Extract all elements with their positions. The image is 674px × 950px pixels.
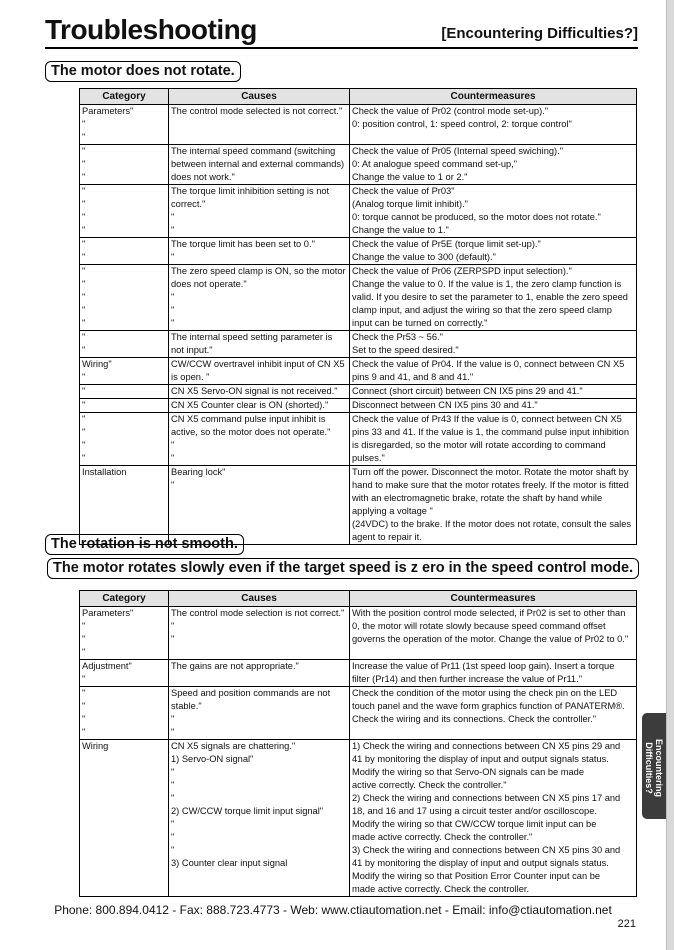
cell-category: " " " " ": [80, 265, 169, 331]
table-header-row: [80, 89, 637, 105]
page-title: Troubleshooting: [45, 14, 257, 45]
cell-category: " ": [80, 238, 169, 265]
cell-countermeasure: Check the value of Pr02 (control mode set-up)." 0: position control, 1: speed control, 2: torque control": [350, 105, 637, 145]
table-row: [80, 265, 637, 331]
cell-countermeasure: Check the Pr53 ~ 56." Set to the speed desired.": [350, 331, 637, 358]
cell-countermeasure: With the position control mode selected, if Pr02 is set to other than 0, the motor will rotate slowly because speed command offset governs the operation of the motor. Change the value of Pr02 to 0.": [350, 607, 637, 660]
cell-category: " " ": [80, 145, 169, 185]
section-heading-no-rotation: The motor does not rotate.: [45, 61, 241, 82]
table-row: [80, 145, 637, 185]
table-row: [80, 399, 637, 413]
side-tab[interactable]: [642, 713, 666, 819]
page-number: 221: [617, 918, 636, 930]
cell-cause: The torque limit has been set to 0." ": [169, 238, 350, 265]
cell-countermeasure: 1) Check the wiring and connections between CN X5 pins 29 and 41 by monitoring the display of input and output signals status. Modify the wiring so that Servo-ON signals can be made active correctly. Check the controller." 2) Check the wiring and connections between CN X5 pins 17 and 18, and 16 and 17 using a circuit tester and/or oscilloscope. Modify the wiring so that CW/CCW torque limit input can be made active correctly. Check the controller." 3) Check the wiring and connections between CN X5 pins 30 and 41 by monitoring the display of input and output signals status. Modify the wiring so that Position Error Counter input can be made active correctly. Check the controller.: [350, 740, 637, 897]
cell-countermeasure: Check the value of Pr03" (Analog torque limit inhibit)." 0: torque cannot be produced, so the motor does not rotate." Change the value to 1.": [350, 185, 637, 238]
cell-cause: The torque limit inhibition setting is not correct." " ": [169, 185, 350, 238]
cell-cause: The internal speed command (switching between internal and external commands) does not work.": [169, 145, 350, 185]
cell-countermeasure: Check the value of Pr04. If the value is 0, connect between CN X5 pins 9 and 41, and 8 and 41.": [350, 358, 637, 385]
header-category: Category: [80, 89, 169, 105]
cell-category: " " " ": [80, 413, 169, 466]
title-rule: [45, 47, 638, 49]
table-header-row: [80, 591, 637, 607]
cell-cause: The control mode selected is not correct.": [169, 105, 350, 145]
cell-countermeasure: Check the value of Pr5E (torque limit set-up)." Change the value to 300 (default).": [350, 238, 637, 265]
cell-cause: The zero speed clamp is ON, so the motor does not operate." " " ": [169, 265, 350, 331]
cell-category: " ": [80, 331, 169, 358]
cell-cause: The control mode selection is not correct." " ": [169, 607, 350, 660]
cell-countermeasure: Check the value of Pr05 (Internal speed swiching)." 0: At analogue speed command set-up," Change the value to 1 or 2.": [350, 145, 637, 185]
table-row: [80, 185, 637, 238]
table-no-rotation: [79, 88, 637, 545]
cell-countermeasure: Increase the value of Pr11 (1st speed loop gain). Insert a torque filter (Pr14) and then further increase the value of Pr11.": [350, 660, 637, 687]
cell-countermeasure: Check the condition of the motor using the check pin on the LED touch panel and the wave form graphics function of PANATERM®. Check the wiring and its connections. Check the controller.": [350, 687, 637, 740]
cell-category: " " " ": [80, 687, 169, 740]
table-row: [80, 687, 637, 740]
table-row: [80, 466, 637, 545]
cell-category: " " " ": [80, 185, 169, 238]
cell-cause: CN X5 signals are chattering." 1) Servo-ON signal" " " " 2) CW/CCW torque limit input signal" " " " 3) Counter clear input signal: [169, 740, 350, 897]
cell-cause: CN X5 command pulse input inhibit is active, so the motor does not operate." " ": [169, 413, 350, 466]
cell-category: Installation: [80, 466, 169, 545]
table-row: [80, 385, 637, 399]
cell-category: Wiring" ": [80, 358, 169, 385]
section-heading-not-smooth: The rotation is not smooth.: [45, 534, 244, 555]
cell-category: Parameters" " " ": [80, 607, 169, 660]
cell-cause: Speed and position commands are not stable." " ": [169, 687, 350, 740]
cell-category: ": [80, 399, 169, 413]
header-category: Category: [80, 591, 169, 607]
cell-countermeasure: Turn off the power. Disconnect the motor. Rotate the motor shaft by hand to make sure that the motor rotates freely. If the motor is fitted with an electromagnetic brake, rotate the shaft by hand while applying a voltage " (24VDC) to the brake. If the motor does not rotate, consult the sales agent to repair it.: [350, 466, 637, 545]
table-row: [80, 331, 637, 358]
cell-category: ": [80, 385, 169, 399]
table-row: [80, 607, 637, 660]
cell-countermeasure: Check the value of Pr06 (ZERPSPD input selection)." Change the value to 0. If the value is 1, the zero clamp function is valid. If you desire to set the parameter to 1, enable the zero speed clamp input, and adjust the wiring so that the zero speed clamp input can be turned on correctly.": [350, 265, 637, 331]
page-subtitle: [Encountering Difficulties?]: [441, 25, 638, 42]
header-causes: Causes: [169, 89, 350, 105]
side-tab-label: Encountering Difficulties?: [644, 739, 664, 797]
cell-cause: The internal speed setting parameter is not input.": [169, 331, 350, 358]
cell-category: Wiring: [80, 740, 169, 897]
header-causes: Causes: [169, 591, 350, 607]
cell-cause: CN X5 Servo-ON signal is not received.": [169, 385, 350, 399]
table-row: [80, 238, 637, 265]
table-row: [80, 740, 637, 897]
table-row: [80, 105, 637, 145]
table-slow-rotation: [79, 590, 637, 897]
page-footer: Phone: 800.894.0412 - Fax: 888.723.4773 - Web: www.ctiautomation.net - Email: info@ctiautomation.net: [54, 903, 612, 917]
cell-category: Adjustment" ": [80, 660, 169, 687]
cell-cause: The gains are not appropriate.": [169, 660, 350, 687]
cell-cause: Bearing lock" ": [169, 466, 350, 545]
section-heading-slow-rotation: The motor rotates slowly even if the target speed is z ero in the speed control mode.: [47, 558, 639, 579]
cell-countermeasure: Connect (short circuit) between CN IX5 pins 29 and 41.": [350, 385, 637, 399]
header-countermeasures: Countermeasures: [350, 89, 637, 105]
table-row: [80, 660, 637, 687]
table-row: [80, 358, 637, 385]
cell-cause: CW/CCW overtravel inhibit input of CN X5 is open. ": [169, 358, 350, 385]
cell-countermeasure: Check the value of Pr43 If the value is 0, connect between CN X5 pins 33 and 41. If the value is 1, the command pulse input inhibition is disregarded, so the motor will rotate according to command pulses.": [350, 413, 637, 466]
cell-countermeasure: Disconnect between CN IX5 pins 30 and 41.": [350, 399, 637, 413]
table-row: [80, 413, 637, 466]
header-countermeasures: Countermeasures: [350, 591, 637, 607]
cell-cause: CN X5 Counter clear is ON (shorted).": [169, 399, 350, 413]
cell-category: Parameters" " ": [80, 105, 169, 145]
